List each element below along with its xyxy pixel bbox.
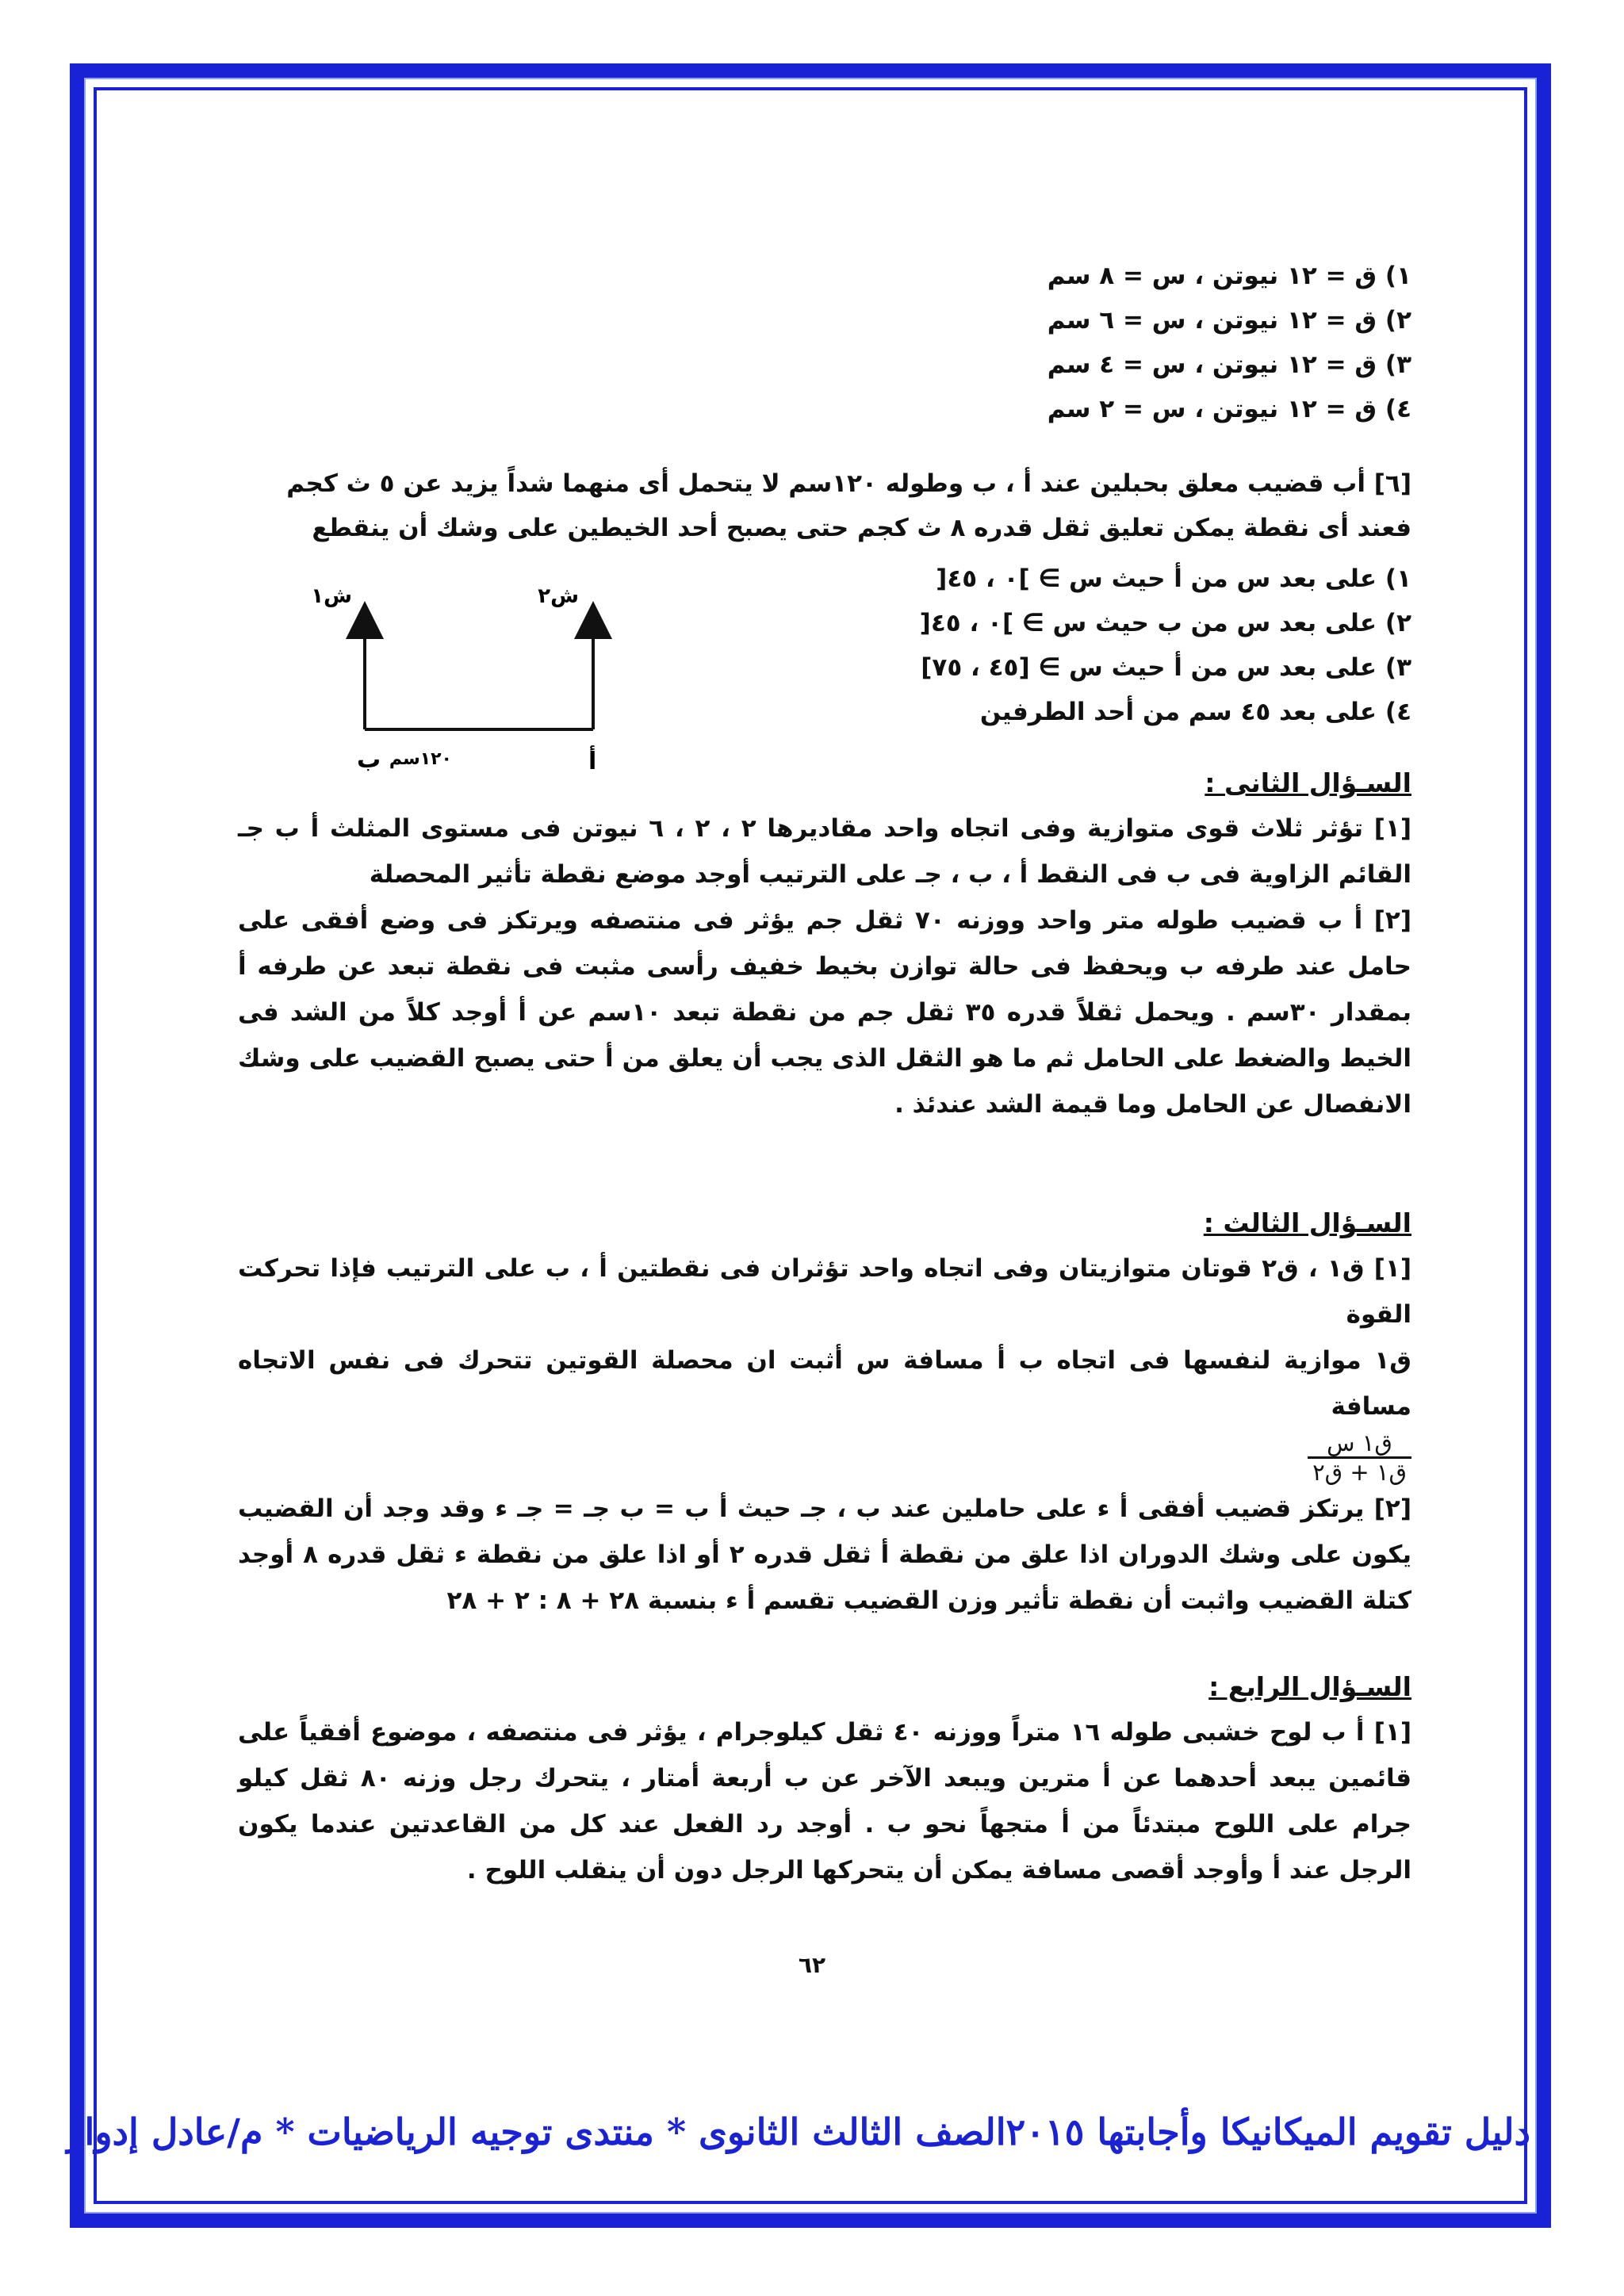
section-2-q2: [٢] أ ب قضيب طوله متر واحد ووزنه ٧٠ ثقل جم يؤثر فى منتصفه ويرتكز فى وضع أفقى على حامل عند طرفه ب ويحفظ فى حالة توازن بخيط خفيف رأسى مثبت فى نقطة تبعد عن طرفه أ بمقدار ٣٠سم . ويحمل ثقلاً قدره ٣٥ ثقل جم من نقطة تبعد ١٠سم عن أ أوجد كلاً من الشد فى الخيط والضغط على الحامل ثم ما هو الثقل الذى يجب أن يعلق من أ حتى يصبح القضيب على وشك الانفصال عن الحامل وما قيمة الشد عندئذ .: [238, 906, 1411, 1119]
q6-option-4: ٤) على بعد ٤٥ سم من أحد الطرفين: [979, 698, 1411, 726]
fraction-numerator: ق١ س: [1308, 1429, 1411, 1459]
point-a-label: أ: [588, 748, 597, 775]
distance-fraction: [1308, 1429, 1411, 1486]
fraction-denominator: ق١ + ق٢: [1312, 1459, 1407, 1486]
question-6-line-1: [٦] أب قضيب معلق بحبلين عند أ ، ب وطوله ١٢٠سم لا يتحمل أى منهما شداً يزيد عن ٥ ث كجم: [286, 469, 1411, 498]
section-4-q1: [١] أ ب لوح خشبى طوله ١٦ متراً ووزنه ٤٠ ثقل كيلوجرام ، يؤثر فى منتصفه ، موضوع أفقياً على قائمين يبعد أحدهما عن أ مترين ويبعد الآخر عن ب أربعة أمتار ، يتحرك رجل وزنه ٨٠ ثقل كيلو جرام على اللوح مبتدئاً من أ متجهاً نحو ب . أوجد رد الفعل عند كل من القاعدتين عندما يكون الرجل عند أ وأوجد أقصى مسافة يمكن أن يتحركها الرجل دون أن ينقلب اللوح .: [238, 1718, 1411, 1885]
question-6-line-2: فعند أى نقطة يمكن تعليق ثقل قدره ٨ ث كجم حتى يصبح أحد الخيطين على وشك أن ينقطع: [312, 514, 1411, 542]
option-1: ١) ق = ١٢ نيوتن ، س = ٨ سم: [1047, 262, 1411, 290]
section-2: [238, 761, 1411, 1127]
q6-option-3: ٣) على بعد س من أ حيث س ∋ [٤٥ ، ٧٥]: [921, 653, 1411, 682]
rod-diagram: [311, 571, 634, 777]
section-4: [238, 1665, 1411, 1893]
fraction-row: [238, 1429, 1411, 1486]
point-b-label: ب: [357, 746, 381, 774]
section-3-q1-cont: ق١ موازية لنفسها فى اتجاه ب أ مسافة س أثبت ان محصلة القوتين تتحرك فى نفس الاتجاه مسافة: [238, 1346, 1411, 1421]
footer-banner: دليل تقويم الميكانيكا وأجابتها ٢٠١٥الصف الثالث الثانوى * منتدى توجيه الرياضيات * م/عادل إدوار: [67, 2110, 1530, 2153]
section-3-heading: السـؤال الثالث :: [1203, 1207, 1411, 1238]
section-3: [238, 1201, 1411, 1624]
question-6: [238, 461, 1411, 550]
length-label: ١٢٠سم: [389, 749, 452, 769]
section-3-q2: [٢] يرتكز قضيب أفقى أ ء على حاملين عند ب ، جـ حيث أ ب = ب جـ = جـ ء وقد وجد أن القضيب يكون على وشك الدوران اذا علق من نقطة أ ثقل قدره ٢ أو اذا علق من نقطة ء ثقل قدره ٨ أوجد كتلة القضيب واثبت أن نقطة تأثير وزن القضيب تقسم أ ء بنسبة ٢٨ + ٨ : ٢ + ٢٨: [238, 1494, 1412, 1615]
section-3-q1: [١] ق١ ، ق٢ قوتان متوازيتان وفى اتجاه واحد تؤثران فى نقطتين أ ، ب على الترتيب فإذا تحركت القوة: [238, 1254, 1411, 1329]
q6-option-1: ١) على بعد س من أ حيث س ∋ ]٠ ، ٤٥[: [936, 564, 1411, 593]
section-2-q1: [١] تؤثر ثلاث قوى متوازية وفى اتجاه واحد مقاديرها ٢ ، ٢ ، ٦ نيوتن فى مستوى المثلث أ ب جـ القائم الزاوية فى ب فى النقط أ ، ب ، جـ على الترتيب أوجد موضع نقطة تأثير المحصلة: [238, 814, 1411, 889]
option-2: ٢) ق = ١٢ نيوتن ، س = ٦ سم: [1047, 306, 1411, 335]
option-3: ٣) ق = ١٢ نيوتن ، س = ٤ سم: [1047, 350, 1411, 379]
question-6-options: [809, 557, 1411, 734]
tension-1-label: ش١: [311, 584, 352, 608]
q6-option-2: ٢) على بعد س من ب حيث س ∋ ]٠ ، ٤٥[: [919, 609, 1411, 637]
section-4-heading: السـؤال الرابع :: [1208, 1671, 1411, 1702]
section-2-heading: السـؤال الثانى :: [1205, 767, 1411, 798]
option-4: ٤) ق = ١٢ نيوتن ، س = ٢ سم: [1047, 395, 1411, 423]
tension-2-label: ش٢: [538, 584, 579, 608]
options-list-top: [777, 254, 1411, 431]
page-number: ٦٢: [798, 1952, 826, 1978]
